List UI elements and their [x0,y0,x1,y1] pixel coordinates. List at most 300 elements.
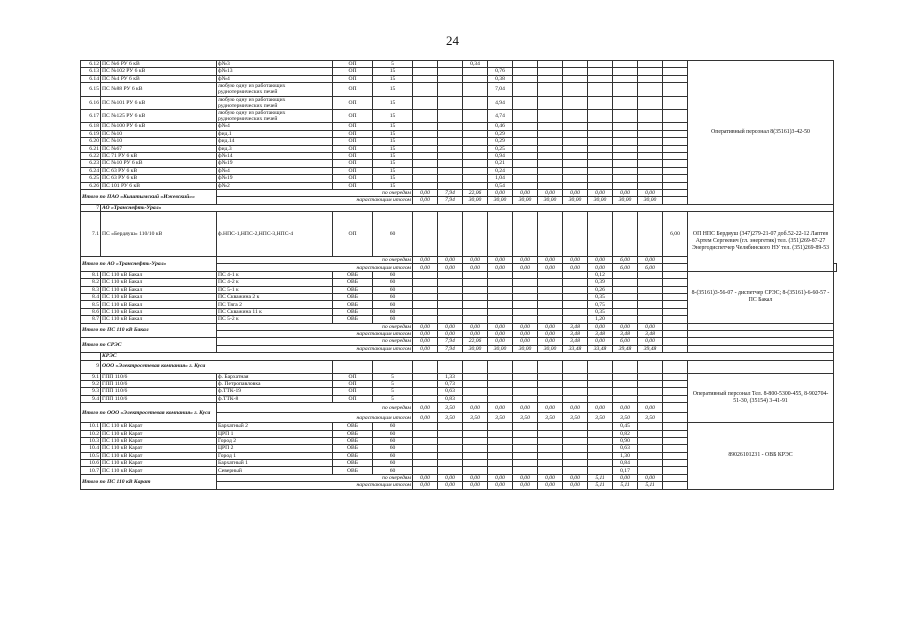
totals-value: 6,00 [638,264,663,271]
substation-name: ПС №100 РУ 6 кВ [101,123,217,130]
totals-value: 0,00 [413,197,438,204]
totals-value: 3,50 [563,413,588,423]
stage-value [413,145,438,152]
contact-info: ОП НПС Бердяуш (347)279-21-07 доб.52-22-12 Лаптев Артем Сергеевич (гл. энергетик) тел. (351)269-87-27 Энергодиспетчер Челябинского НУ тел. (351)269-89-53 [688,212,834,272]
stage-value [563,380,588,387]
section-number: 7 [81,204,101,211]
time-value: 60 [373,423,413,430]
stage-value [438,452,463,459]
stage-value [513,388,538,395]
totals-value: 0,00 [563,257,588,264]
empty-cell [588,360,613,373]
section-title: ООО «Электросетевая компания» г. Куса [101,360,333,373]
stage-value [513,68,538,75]
personnel-type: ОП [333,167,373,174]
stage-value [513,437,538,444]
stage-value [538,145,563,152]
empty-cell [663,330,688,337]
personnel-type: ОП [333,212,373,257]
stage-value: 0,75 [588,301,613,308]
contact-info: 89026101231 - ОВБ КРЭС [688,423,834,490]
personnel-type: ОП [333,96,373,109]
stage-value [588,445,613,452]
totals-value: 30,00 [488,345,513,352]
stage-value [638,316,663,323]
totals-value: 0,00 [538,474,563,481]
totals-value: 0,00 [488,189,513,196]
stage-value [638,138,663,145]
stage-value [638,286,663,293]
totals-value: 0,00 [488,338,513,345]
stage-value [538,373,563,380]
personnel-type: ОП [333,138,373,145]
substation-name: ПС 110 кВ Бакал [101,316,217,323]
stage-value [463,160,488,167]
stage-value [563,123,588,130]
stage-value [513,294,538,301]
stage-value [513,452,538,459]
empty-cell [333,360,373,373]
stage-value [663,68,688,75]
stage-value [563,96,588,109]
feeder: Бархатный 1 [217,460,333,467]
empty-cell [688,330,834,337]
stage-value [613,182,638,189]
personnel-type: ОВБ [333,271,373,278]
feeder: ПС 4-2 к [217,279,333,286]
stage-value: 1,30 [613,452,638,459]
stage-value [488,271,513,278]
stage-value [613,294,638,301]
stage-value [588,123,613,130]
totals-value: 3,48 [563,323,588,330]
stage-value [613,271,638,278]
totals-value: 0,00 [513,323,538,330]
time-value: 15 [373,123,413,130]
stage-value: 0,26 [588,286,613,293]
stage-value [488,294,513,301]
totals-value: 3,50 [488,413,513,423]
personnel-type: ОП [333,182,373,189]
stage-value [438,445,463,452]
stage-value: 0,29 [488,130,513,137]
stage-value [663,301,688,308]
substation-name: ГПП 110/6 [101,373,217,380]
section-title: АО «Транснефть-Урал» [101,204,834,211]
row-number: 10.5 [81,452,101,459]
stage-value [563,294,588,301]
totals-value: 0,00 [413,482,438,489]
stage-value [588,61,613,68]
stage-value [438,68,463,75]
substation-name: ПС 110 кВ Бакал [101,308,217,315]
stage-value [563,68,588,75]
stage-value [463,75,488,82]
stage-value [613,109,638,122]
stage-value: 0,17 [613,467,638,474]
table-row [81,271,837,278]
stage-value: 0,63 [438,388,463,395]
row-number: 7.1 [81,212,101,257]
substation-name: ПС 110 кВ Карат [101,430,217,437]
stage-value [563,212,588,257]
stage-value [413,460,438,467]
page-number: 24 [446,33,459,48]
stage-value [538,96,563,109]
stage-value [538,388,563,395]
stage-value [613,395,638,402]
feeder: ф№4 [217,123,333,130]
stage-value [413,388,438,395]
totals-value: 0,00 [588,338,613,345]
totals-value: 30,00 [513,197,538,204]
personnel-type: ОВБ [333,452,373,459]
stage-value: 0,63 [613,445,638,452]
stage-value [588,212,613,257]
stage-value [513,109,538,122]
stage-value [563,437,588,444]
stage-value [438,96,463,109]
stage-value [563,130,588,137]
stage-value [563,423,588,430]
stage-value: 0,35 [588,308,613,315]
totals-value: 0,00 [563,189,588,196]
stage-value [413,75,438,82]
stage-value [413,316,438,323]
stage-value [638,175,663,182]
substation-name: ПС №125 РУ 6 кВ [101,109,217,122]
personnel-type: ОП [333,83,373,96]
stage-value [488,380,513,387]
stage-value [538,167,563,174]
stage-value [663,152,688,159]
feeder: ПС 5-2 к [217,316,333,323]
substation-name: ГПП 110/6 [101,388,217,395]
personnel-type: ОВБ [333,279,373,286]
totals-value: 0,00 [488,403,513,413]
totals-value: 30,00 [613,197,638,204]
empty-cell [663,338,688,345]
empty-cell [663,360,688,373]
feeder: ф№4 [217,75,333,82]
stage-value: 0,76 [488,68,513,75]
stage-value [638,182,663,189]
stage-value [488,61,513,68]
totals-value: 0,00 [413,403,438,413]
stage-value [488,430,513,437]
time-value: 15 [373,109,413,122]
stage-value [438,308,463,315]
row-number: 10.4 [81,445,101,452]
stage-value [563,460,588,467]
empty-cell [688,338,834,345]
stage-value [513,460,538,467]
row-number: 10.3 [81,437,101,444]
empty-cell [373,360,413,373]
personnel-type: ОП [333,145,373,152]
empty-cell [663,189,688,196]
stage-value [488,437,513,444]
totals-value: 0,00 [413,330,438,337]
stage-value [463,294,488,301]
empty-cell [663,257,688,264]
totals-value: 0,00 [638,189,663,196]
row-number: 8.3 [81,286,101,293]
stage-value [538,61,563,68]
substation-name: ПС №67 [101,145,217,152]
totals-kind: по очередям [217,189,413,196]
row-number: 6.25 [81,175,101,182]
totals-value: 0,00 [413,413,438,423]
stage-value [663,452,688,459]
stage-value [438,175,463,182]
stage-value [538,460,563,467]
stage-value [588,437,613,444]
totals-label: Итого по СРЭС [81,338,217,353]
stage-value [538,175,563,182]
stage-value [463,271,488,278]
stage-value [463,123,488,130]
feeder: Бархатный 2 [217,423,333,430]
stage-value [413,286,438,293]
feeder: ф.ТТК-19 [217,388,333,395]
stage-value [588,83,613,96]
totals-kind: по очередям [217,323,413,330]
stage-value [538,212,563,257]
totals-value: 0,00 [513,257,538,264]
row-number: 8.4 [81,294,101,301]
stage-value [463,316,488,323]
stage-value [663,271,688,278]
stage-value [638,380,663,387]
totals-value: 6,00 [613,338,638,345]
stage-value [588,109,613,122]
totals-value: 0,00 [538,338,563,345]
stage-value [538,279,563,286]
totals-value: 0,00 [588,323,613,330]
personnel-type: ОВБ [333,437,373,444]
stage-value [463,467,488,474]
empty-cell [563,360,588,373]
time-value: 5 [373,380,413,387]
stage-value [613,68,638,75]
time-value: 60 [373,452,413,459]
totals-kind: нарастающим итогом [217,197,413,204]
stage-value [513,75,538,82]
stage-value [663,130,688,137]
stage-value [538,423,563,430]
row-number: 8.1 [81,271,101,278]
stage-value [588,373,613,380]
totals-value: 33,48 [588,345,613,352]
totals-value: 30,00 [513,345,538,352]
stage-value [663,123,688,130]
stage-value [613,145,638,152]
stage-value [638,61,663,68]
table-row [81,373,837,380]
feeder: ЦРП 1 [217,430,333,437]
stage-value [613,75,638,82]
stage-value [538,75,563,82]
stage-value [413,452,438,459]
stage-value: 0,90 [613,437,638,444]
stage-value [463,175,488,182]
stage-value [413,61,438,68]
feeder: фид.3 [217,145,333,152]
section-title: КРЭС [101,353,834,360]
totals-value: 0,00 [538,189,563,196]
stage-value [613,308,638,315]
time-value: 15 [373,130,413,137]
stage-value [438,271,463,278]
row-number: 6.21 [81,145,101,152]
empty-cell [688,360,834,373]
row-number: 6.16 [81,96,101,109]
stage-value [413,373,438,380]
substation-name: ПС 110 кВ Бакал [101,286,217,293]
load-shedding-table [80,60,837,490]
stage-value: 7,04 [488,83,513,96]
empty-cell [638,360,663,373]
totals-value: 0,00 [413,323,438,330]
feeder: ПС Тяга 2 [217,301,333,308]
stage-value [513,430,538,437]
stage-value [413,437,438,444]
time-value: 60 [373,294,413,301]
empty-cell [663,323,688,330]
stage-value [613,123,638,130]
totals-value: 3,50 [613,413,638,423]
totals-value: 3,50 [438,403,463,413]
totals-value: 3,50 [638,413,663,423]
stage-value [663,138,688,145]
stage-value [563,308,588,315]
substation-name: ПС 110 кВ Карат [101,467,217,474]
time-value: 60 [373,437,413,444]
totals-value: 0,00 [638,403,663,413]
stage-value [563,430,588,437]
empty-cell [438,360,463,373]
stage-value [488,212,513,257]
stage-value [463,167,488,174]
time-value: 60 [373,271,413,278]
stage-value [563,373,588,380]
totals-kind: по очередям [217,474,413,481]
totals-value: 0,00 [463,474,488,481]
time-value: 15 [373,167,413,174]
personnel-type: ОП [333,152,373,159]
stage-value [513,373,538,380]
row-number: 6.22 [81,152,101,159]
totals-kind: по очередям [217,338,413,345]
stage-value [438,61,463,68]
contact-info: 8-(35161)3-56-07 - диспетчер СРЭС; 8-(35161)-6-60-57 - ПС Бакал [688,271,834,323]
totals-value: 0,00 [438,257,463,264]
personnel-type: ОВБ [333,423,373,430]
stage-value [613,316,638,323]
row-number: 8.5 [81,301,101,308]
stage-value [613,286,638,293]
empty-cell [663,474,688,481]
personnel-type: ОП [333,68,373,75]
stage-value [538,445,563,452]
stage-value: 1,04 [488,175,513,182]
empty-cell [663,345,688,352]
stage-value [438,437,463,444]
row-number: 8.6 [81,308,101,315]
totals-value: 5,11 [638,482,663,489]
stage-value [438,145,463,152]
stage-value: 0,39 [588,279,613,286]
totals-value: 0,00 [488,323,513,330]
stage-value [663,316,688,323]
stage-value [463,286,488,293]
row-number: 8.2 [81,279,101,286]
substation-name: ПС №102 РУ 6 кВ [101,68,217,75]
empty-cell [663,264,688,271]
stage-value: 0,82 [613,430,638,437]
stage-value [663,388,688,395]
stage-value [538,430,563,437]
stage-value [513,130,538,137]
stage-value [563,395,588,402]
stage-value [663,395,688,402]
stage-value [613,138,638,145]
stage-value [438,182,463,189]
stage-value [438,152,463,159]
substation-name: ПС 110 кВ Карат [101,423,217,430]
feeder: ф№3 [217,61,333,68]
stage-value [563,175,588,182]
stage-value [563,301,588,308]
stage-value [663,175,688,182]
empty-cell [81,353,101,360]
totals-kind: нарастающим итогом [217,264,413,271]
substation-name: ПС 110 кВ Карат [101,452,217,459]
stage-value [438,430,463,437]
stage-value [463,437,488,444]
stage-value [588,152,613,159]
stage-value [538,308,563,315]
stage-value [638,395,663,402]
totals-value: 0,00 [538,330,563,337]
stage-value [538,286,563,293]
stage-value [638,145,663,152]
totals-kind: нарастающим итогом [217,413,413,423]
stage-value [588,130,613,137]
stage-value [663,182,688,189]
stage-value [588,460,613,467]
empty-cell [834,264,837,271]
personnel-type: ОП [333,123,373,130]
personnel-type: ОВБ [333,430,373,437]
feeder: ф№14 [217,152,333,159]
stage-value [413,467,438,474]
substation-name: ПС 110 кВ Карат [101,445,217,452]
totals-value: 39,48 [613,345,638,352]
stage-value [463,68,488,75]
time-value: 60 [373,467,413,474]
totals-value: 3,50 [513,413,538,423]
stage-value [638,123,663,130]
personnel-type: ОП [333,160,373,167]
stage-value [663,279,688,286]
stage-value: 1,33 [438,373,463,380]
personnel-type: ОВБ [333,286,373,293]
stage-value [413,212,438,257]
stage-value [488,279,513,286]
stage-value [513,182,538,189]
